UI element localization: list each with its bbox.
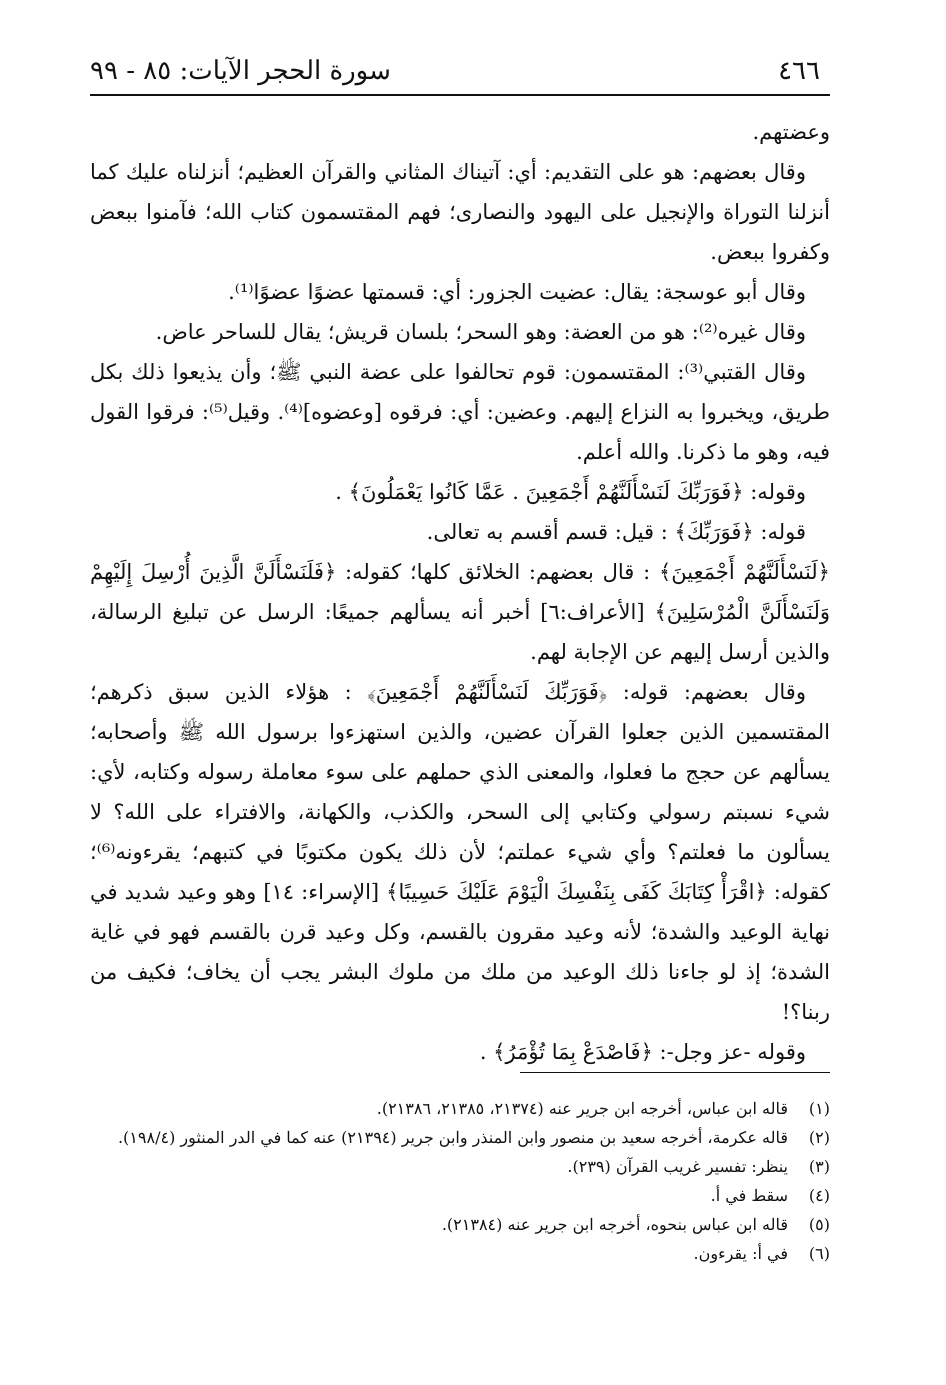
footnote-number: (٥) (808, 1215, 830, 1234)
footnotes (90, 1094, 830, 1268)
footnote-text: قاله ابن عباس، أخرجه ابن جرير عنه (٢١٣٧٤، ٢١٣٨٥، ٢١٣٨٦). (376, 1099, 788, 1118)
footnote-text: ينظر: تفسير غريب القرآن (٢٣٩). (567, 1157, 788, 1176)
paragraph: وقال بعضهم: قوله: ﴿فَوَرَبِّكَ لَنَسْأَلَنَّهُمْ أَجْمَعِينَ﴾ : هؤلاء الذين سبق ذكرهم؛ المقتسمين الذين جعلوا القرآن عضين، والذين استهزءوا برسول الله ﷺ وأصحابه؛ يسألهم عن حجج ما فعلوا، والمعنى الذي حملهم على سوء معاملة رسوله وكتابه، لأي: شيء نسبتم رسولي وكتابي إلى السحر، والكذب، والكهانة، والافتراء على الله؟ لا يسألون ما فعلتم؟ وأي شيء عملتم؛ لأن ذلك يكون مكتوبًا في كتبهم؛ يقرءونه⁽⁶⁾؛ كقوله: ﴿اقْرَأْ كِتَابَكَ كَفَى بِنَفْسِكَ الْيَوْمَ عَلَيْكَ حَسِيبًا﴾ [الإسراء: ١٤] وهو وعيد شديد في نهاية الوعيد والشدة؛ لأنه وعيد مقرون بالقسم، وكل وعيد قرن بالقسم فهو في غاية الشدة؛ إذ لو جاءنا ذلك الوعيد من ملك من ملوك البشر يجب أن يخاف؛ فكيف من ربنا؟! (90, 680, 830, 1024)
header-divider (90, 94, 830, 96)
verse-paragraph: وقوله: ﴿فَوَرَبِّكَ لَنَسْأَلَنَّهُمْ أَجْمَعِينَ . عَمَّا كَانُوا يَعْمَلُونَ﴾ . (335, 480, 806, 504)
footnote (90, 1152, 830, 1181)
footnote (90, 1123, 830, 1152)
page-header (90, 50, 830, 86)
running-title: سورة الحجر الآيات: ٨٥ - ٩٩ (90, 56, 391, 86)
paragraph: ﴿لَنَسْأَلَنَّهُمْ أَجْمَعِينَ﴾ : قال بعضهم: الخلائق كلها؛ كقوله: ﴿فَلَنَسْأَلَنَّ الَّذِينَ أُرْسِلَ إِلَيْهِمْ وَلَنَسْأَلَنَّ الْمُرْسَلِينَ﴾ [الأعراف:٦] أخبر أنه يسألهم جميعًا: الرسل عن تبليغ الرسالة، والذين أرسل إليهم عن الإجابة لهم. (90, 560, 830, 664)
footnote-divider (520, 1072, 830, 1073)
paragraph: وقال أبو عوسجة: يقال: عضيت الجزور: أي: قسمتها عضوًا عضوًا⁽¹⁾. (228, 280, 806, 304)
paragraph: وقال بعضهم: هو على التقديم: أي: آتيناك المثاني والقرآن العظيم؛ أنزلناه عليك كما أنزلنا التوراة والإنجيل على اليهود والنصارى؛ فهم المقتسمون كتاب الله؛ فآمنوا ببعض وكفروا ببعض. (90, 160, 830, 264)
main-text (90, 112, 830, 1072)
footnote (90, 1094, 830, 1123)
footnote-number: (٦) (808, 1244, 830, 1263)
footnote (90, 1181, 830, 1210)
paragraph: وعضتهم. (752, 120, 830, 144)
footnote-text: قاله ابن عباس بنحوه، أخرجه ابن جرير عنه (٢١٣٨٤). (441, 1215, 788, 1234)
footnote-text: سقط في أ. (710, 1186, 788, 1205)
verse-paragraph: وقوله -عز وجل-: ﴿فَاصْدَعْ بِمَا تُؤْمَرُ﴾ . (479, 1040, 806, 1064)
footnote-number: (٢) (808, 1128, 830, 1147)
footnote (90, 1210, 830, 1239)
paragraph: قوله: ﴿فَوَرَبِّكَ﴾ : قيل: قسم أقسم به تعالى. (426, 520, 806, 544)
footnote (90, 1239, 830, 1268)
paragraph: وقال القتبي⁽³⁾: المقتسمون: قوم تحالفوا على عضة النبي ﷺ؛ وأن يذيعوا ذلك بكل طريق، ويخبروا به النزاع إليهم. وعضين: أي: فرقوه [وعضوه]⁽⁴⁾. وقيل⁽⁵⁾: فرقوا القول فيه، وهو ما ذكرنا. والله أعلم. (90, 360, 830, 464)
footnote-number: (٤) (808, 1186, 830, 1205)
footnote-number: (١) (808, 1099, 830, 1118)
paragraph: وقال غيره⁽²⁾: هو من العضة: وهو السحر؛ بلسان قريش؛ يقال للساحر عاض. (155, 320, 806, 344)
footnote-text: قاله عكرمة، أخرجه سعيد بن منصور وابن المنذر وابن جرير (٢١٣٩٤) عنه كما في الدر المنثور (١٩٨/٤). (117, 1128, 788, 1147)
footnote-number: (٣) (808, 1157, 830, 1176)
footnote-text: في أ: يقرءون. (693, 1244, 788, 1263)
page-number: ٤٦٦ (778, 56, 820, 86)
